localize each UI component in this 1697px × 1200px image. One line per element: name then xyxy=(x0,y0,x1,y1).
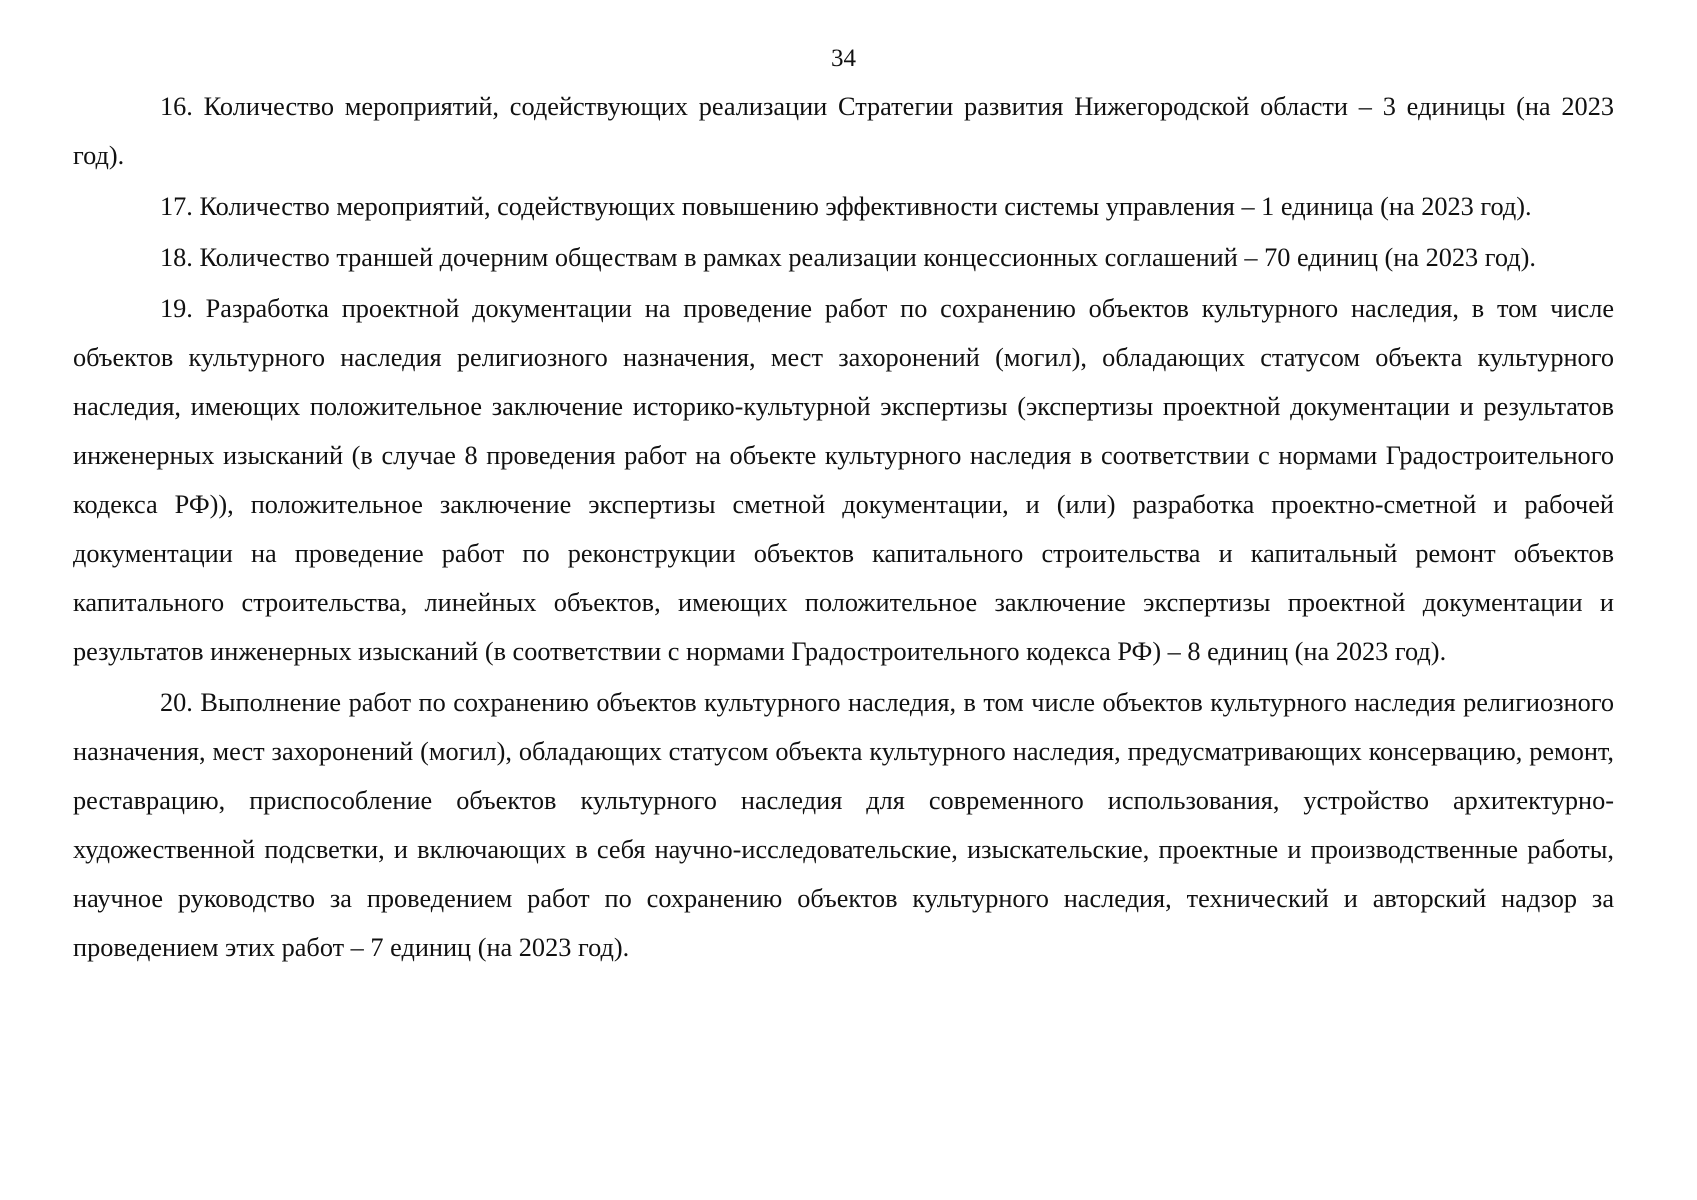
paragraph-19: 19. Разработка проектной документации на проведение работ по сохранению объектов культурного наследия, в том числе объектов культурного наследия религиозного назначения, мест захоронений (могил), обладающих статусом объекта культурного наследия, имеющих положительное заключение историко-культурной экспертизы (экспертизы проектной документации и результатов инженерных изысканий (в случае 8 проведения работ на объекте культурного наследия в соответствии с нормами Градостроительного кодекса РФ)), положительное заключение экспертизы сметной документации, и (или) разработка проектно-сметной и рабочей документации на проведение работ по реконструкции объектов капитального строительства и капитальный ремонт объектов капитального строительства, линейных объектов, имеющих положительное заключение экспертизы проектной документации и результатов инженерных изысканий (в соответствии с нормами Градостроительного кодекса РФ) – 8 единиц (на 2023 год). xyxy=(73,294,1614,666)
paragraph-16: 16. Количество мероприятий, содействующих реализации Стратегии развития Нижегородской области – 3 единицы (на 2023 год). xyxy=(73,92,1614,170)
document-body xyxy=(73,82,1614,974)
page-number: 34 xyxy=(831,45,856,72)
paragraph-18: 18. Количество траншей дочерним обществам в рамках реализации концессионных соглашений – 70 единиц (на 2023 год). xyxy=(160,243,1537,272)
paragraph-17: 17. Количество мероприятий, содействующих повышению эффективности системы управления – 1 единица (на 2023 год). xyxy=(160,192,1532,221)
document-page xyxy=(73,0,1614,1200)
paragraph-20: 20. Выполнение работ по сохранению объектов культурного наследия, в том числе объектов культурного наследия религиозного назначения, мест захоронений (могил), обладающих статусом объекта культурного наследия, предусматривающих консервацию, ремонт, реставрацию, приспособление объектов культурного наследия для современного использования, устройство архитектурно-художественной подсветки, и включающих в себя научно-исследовательские, изыскательские, проектные и производственные работы, научное руководство за проведением работ по сохранению объектов культурного наследия, технический и авторский надзор за проведением этих работ – 7 единиц (на 2023 год). xyxy=(73,688,1614,962)
